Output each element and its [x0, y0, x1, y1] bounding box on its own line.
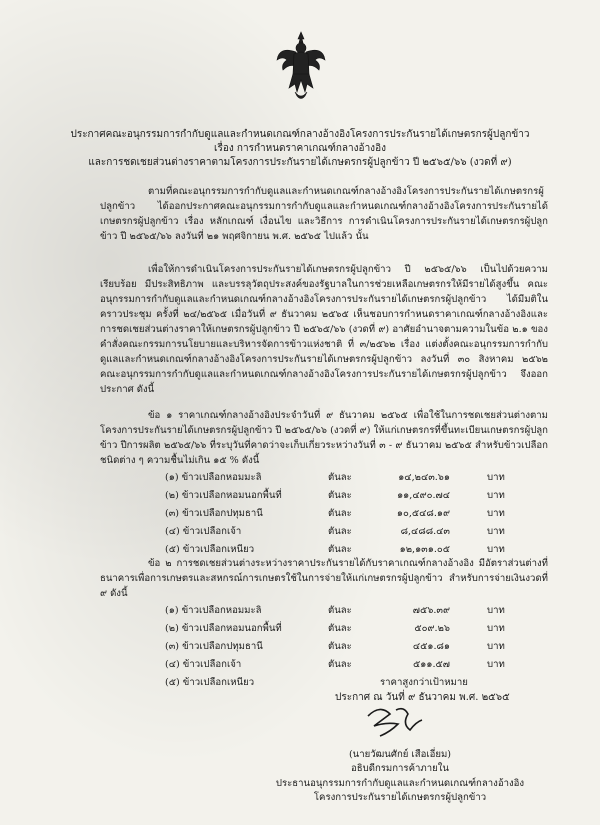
- table-row: [165, 621, 545, 637]
- rice-type: (๒) ข้าวเปลือกหอมนอกพื้นที่: [165, 623, 282, 634]
- unit: ตันละ: [328, 659, 352, 670]
- price: ๕๑๑.๕๗: [413, 659, 450, 670]
- unit: ตันละ: [328, 490, 352, 501]
- currency: บาท: [487, 472, 505, 483]
- currency: บาท: [487, 659, 505, 670]
- header-title: ประกาศคณะอนุกรรมการกำกับดูแลและกำหนดเกณฑ์กลางอ้างอิงโครงการประกันรายได้เกษตรกรผู้ปลูกข้าว: [70, 129, 530, 140]
- unit: ตันละ: [328, 641, 352, 652]
- currency: บาท: [487, 490, 505, 501]
- price: ๔๕๑.๘๑: [412, 641, 450, 652]
- price: ๘,๔๘๘.๔๓: [400, 526, 450, 537]
- rice-type: (๓) ข้าวเปลือกปทุมธานี: [165, 641, 263, 652]
- unit: ตันละ: [328, 508, 352, 519]
- unit: ตันละ: [328, 472, 352, 483]
- table-row: [165, 524, 545, 540]
- price: ๕๐๙.๒๖: [414, 623, 450, 634]
- paragraph-intro: ตามที่คณะอนุกรรมการกำกับดูแลและกำหนดเกณฑ์กลางอ้างอิงโครงการประกันรายได้เกษตรกรผู้ปลูกข้าว ได้ออกประกาศคณะอนุกรรมการกำกับดูแลและกำหนดเกณฑ์กลางอ้างอิงโครงการประกันรายได้เกษตรกรผู้ปลูกข้าว เรื่อง หลักเกณฑ์ เงื่อนไข และวิธีการ การดำเนินโครงการประกันรายได้เกษตรกรผู้ปลูกข้าว ปี ๒๕๖๕/๖๖ ลงวันที่ ๒๑ พฤศจิกายน พ.ศ. ๒๕๖๕ ไปแล้ว นั้น: [100, 186, 548, 242]
- currency: บาท: [487, 526, 505, 537]
- announcement-date: ประกาศ ณ วันที่ ๙ ธันวาคม พ.ศ. ๒๕๖๕: [335, 692, 510, 703]
- rice-type: (๕) ข้าวเปลือกเหนียว: [165, 544, 255, 555]
- rice-type: (๓) ข้าวเปลือกปทุมธานี: [165, 508, 263, 519]
- price: ๑๒,๑๓๑.๐๕: [399, 544, 450, 555]
- rice-type: (๒) ข้าวเปลือกหอมนอกพื้นที่: [165, 490, 282, 501]
- price: ๑๑,๔๙๐.๗๔: [397, 490, 450, 501]
- unit: ตันละ: [328, 605, 352, 616]
- price-note: ราคาสูงกว่าเป้าหมาย: [380, 677, 468, 688]
- clause-2: ข้อ ๒ การชดเชยส่วนต่างระหว่างราคาประกันรายได้กับราคาเกณฑ์กลางอ้างอิง มีอัตราส่วนต่างที่ธนาคารเพื่อการเกษตรและสหกรณ์การเกษตรใช้ในการจ่ายให้แก่เกษตรกรผู้ปลูกข้าว สำหรับการจ่ายเงินงวดที่ ๙ ดังนี้: [100, 558, 548, 599]
- table-row: [165, 657, 545, 673]
- signer-name: (นายวัฒนศักย์ เสือเอี่ยม): [348, 749, 452, 760]
- price: ๑๐,๕๔๘.๑๙: [396, 508, 450, 519]
- unit: ตันละ: [328, 526, 352, 537]
- table-row: [165, 488, 545, 504]
- signer-role-project: โครงการประกันรายได้เกษตรกรผู้ปลูกข้าว: [313, 792, 487, 803]
- rice-type: (๑) ข้าวเปลือกหอมมะลิ: [165, 605, 262, 616]
- price: ๑๔,๒๔๓.๖๑: [398, 472, 450, 483]
- unit: ตันละ: [328, 544, 352, 555]
- table-row: [165, 470, 545, 486]
- header-subject: เรื่อง การกำหนดราคาเกณฑ์กลางอ้างอิง: [214, 143, 386, 154]
- table-row: [165, 639, 545, 655]
- table-row: [165, 675, 545, 691]
- table-row: [165, 603, 545, 619]
- table-row: [165, 506, 545, 522]
- currency: บาท: [487, 641, 505, 652]
- currency: บาท: [487, 605, 505, 616]
- rice-type: (๕) ข้าวเปลือกเหนียว: [165, 677, 255, 688]
- signer-position: อธิบดีกรมการค้าภายใน: [351, 763, 449, 774]
- garuda-emblem-icon: [275, 30, 327, 102]
- rice-type: (๔) ข้าวเปลือกเจ้า: [165, 659, 242, 670]
- handwritten-signature: [360, 702, 430, 742]
- currency: บาท: [487, 623, 505, 634]
- rice-type: (๑) ข้าวเปลือกหอมมะลิ: [165, 472, 262, 483]
- clause-1: ข้อ ๑ ราคาเกณฑ์กลางอ้างอิงประจำวันที่ ๙ ธันวาคม ๒๕๖๕ เพื่อใช้ในการชดเชยส่วนต่างตามโครงการประกันรายได้เกษตรกรผู้ปลูกข้าว ปี ๒๕๖๕/๖๖ (งวดที่ ๙) ให้แก่เกษตรกรที่ขึ้นทะเบียนเกษตรกรผู้ปลูกข้าว ปีการผลิต ๒๕๖๕/๖๖ ที่ระบุวันที่คาดว่าจะเก็บเกี่ยวระหว่างวันที่ ๓ - ๙ ธันวาคม ๒๕๖๕ สำหรับข้าวเปลือกชนิดต่าง ๆ ความชื้นไม่เกิน ๑๕ % ดังนี้: [100, 410, 548, 466]
- rice-type: (๔) ข้าวเปลือกเจ้า: [165, 526, 242, 537]
- price: ๗๕๖.๓๙: [412, 605, 450, 616]
- currency: บาท: [487, 508, 505, 519]
- paragraph-resolution: เพื่อให้การดำเนินโครงการประกันรายได้เกษตรกรผู้ปลูกข้าว ปี ๒๕๖๕/๖๖ เป็นไปด้วยความเรียบร้อย มีประสิทธิภาพ และบรรลุวัตถุประสงค์ของรัฐบาลในการช่วยเหลือเกษตรกรให้มีรายได้สูงขึ้น คณะอนุกรรมการกำกับดูแลและกำหนดเกณฑ์กลางอ้างอิงโครงการประกันรายได้เกษตรกรผู้ปลูกข้าว ได้มีมติในคราวประชุม ครั้งที่ ๒๔/๒๕๖๕ เมื่อวันที่ ๙ ธันวาคม ๒๕๖๕ เห็นชอบการกำหนดราคาเกณฑ์กลางอ้างอิงและการชดเชยส่วนต่างราคาให้เกษตรกรผู้ปลูกข้าว ปี ๒๕๖๕/๖๖ (งวดที่ ๙) อาศัยอำนาจตามความในข้อ ๒.๑ ของคำสั่งคณะกรรมการนโยบายและบริหารจัดการข้าวแห่งชาติ ที่ ๓/๒๕๖๒ เรื่อง แต่งตั้งคณะอนุกรรมการกำกับดูแลและกำหนดเกณฑ์กลางอ้างอิงโครงการประกันรายได้เกษตรกรผู้ปลูกข้าว ลงวันที่ ๓๐ สิงหาคม ๒๕๖๒ คณะอนุกรรมการกำกับดูแลและกำหนดเกณฑ์กลางอ้างอิงโครงการประกันรายได้เกษตรกรผู้ปลูกข้าว จึงออกประกาศ ดังนี้: [100, 264, 548, 395]
- header-subject-detail: และการชดเชยส่วนต่างราคาตามโครงการประกันรายได้เกษตรกรผู้ปลูกข้าว ปี ๒๕๖๕/๖๖ (งวดที่ ๙): [88, 157, 512, 168]
- currency: บาท: [487, 544, 505, 555]
- signer-role: ประธานอนุกรรมการกำกับดูแลและกำหนดเกณฑ์กลางอ้างอิง: [275, 778, 525, 789]
- unit: ตันละ: [328, 623, 352, 634]
